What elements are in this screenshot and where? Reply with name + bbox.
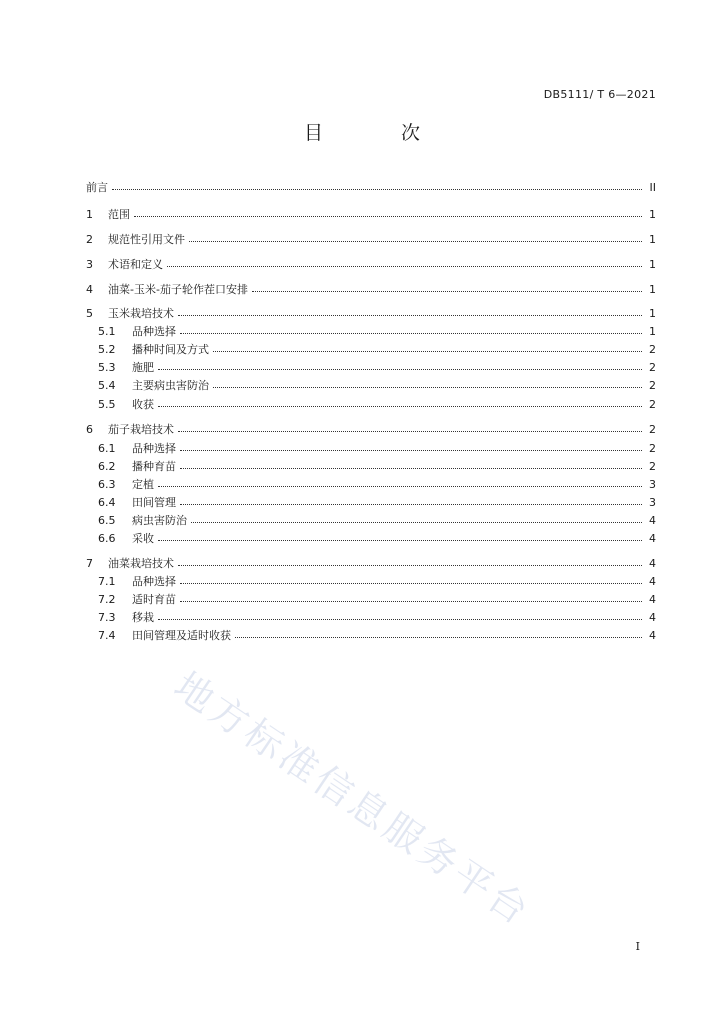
toc-entry[interactable] [86, 556, 656, 572]
toc-page-number: 4 [649, 593, 656, 606]
toc-leader-dots [180, 459, 642, 469]
toc-leader-dots [191, 513, 642, 523]
toc-leader-dots [180, 495, 642, 505]
toc-entry[interactable] [98, 592, 656, 608]
toc-number: 7.2 [98, 593, 116, 606]
toc-label: 施肥 [132, 361, 154, 374]
toc-label: 适时育苗 [132, 593, 176, 606]
toc-number: 5.3 [98, 361, 116, 374]
toc-leader-dots [167, 257, 642, 267]
toc-leader-dots [252, 282, 642, 292]
toc-entry[interactable] [98, 360, 656, 376]
toc-entry[interactable] [98, 342, 656, 358]
toc-label: 播种育苗 [132, 460, 176, 473]
toc-page-number: 1 [649, 307, 656, 320]
toc-leader-dots [134, 207, 642, 217]
toc-leader-dots [213, 378, 642, 388]
toc-label: 收获 [132, 398, 154, 411]
toc-label: 油菜-玉米-茄子轮作茬口安排 [108, 283, 248, 296]
toc-entry[interactable] [98, 324, 656, 340]
toc-leader-dots [189, 232, 642, 242]
toc-label: 术语和定义 [108, 258, 163, 271]
page-number: I [635, 940, 640, 953]
toc-entry[interactable] [86, 232, 656, 248]
toc-page-number: 2 [649, 423, 656, 436]
toc-page-number: 3 [649, 478, 656, 491]
toc-entry[interactable] [86, 422, 656, 438]
toc-entry[interactable] [98, 495, 656, 511]
toc-entry[interactable] [98, 378, 656, 394]
toc-page-number: 1 [649, 258, 656, 271]
toc-leader-dots [158, 531, 642, 541]
toc-label: 采收 [132, 532, 154, 545]
toc-title: 目 次 [303, 122, 457, 144]
toc-number: 5 [86, 307, 93, 320]
toc-page-number: 1 [649, 283, 656, 296]
toc-leader-dots [158, 610, 642, 620]
toc-leader-dots [180, 324, 642, 334]
toc-page-number: 2 [649, 442, 656, 455]
toc-number: 3 [86, 258, 93, 271]
toc-label: 播种时间及方式 [132, 343, 209, 356]
toc-entry[interactable] [98, 628, 656, 644]
toc-label: 病虫害防治 [132, 514, 187, 527]
toc-entry[interactable] [98, 459, 656, 475]
toc-number: 1 [86, 208, 93, 221]
toc-leader-dots [178, 306, 642, 316]
toc-number: 7.3 [98, 611, 116, 624]
toc-page-number: 2 [649, 398, 656, 411]
toc-page-number: 1 [649, 233, 656, 246]
toc-page-number: 1 [649, 325, 656, 338]
toc-leader-dots [180, 592, 642, 602]
toc-page-number: 4 [649, 575, 656, 588]
toc-leader-dots [178, 556, 642, 566]
watermark: 地方标准信息服务平台 [166, 663, 540, 935]
toc-entry[interactable] [98, 397, 656, 413]
toc-number: 6 [86, 423, 93, 436]
toc-label: 品种选择 [132, 575, 176, 588]
toc-leader-dots [178, 422, 642, 432]
toc-label: 前言 [86, 181, 108, 194]
toc-page-number: 4 [649, 514, 656, 527]
toc-label: 移栽 [132, 611, 154, 624]
toc-label: 玉米栽培技术 [108, 307, 174, 320]
toc-page-number: 4 [649, 557, 656, 570]
toc-page-number: 2 [649, 361, 656, 374]
toc-label: 田间管理及适时收获 [132, 629, 231, 642]
toc-entry[interactable] [98, 513, 656, 529]
toc-number: 7.1 [98, 575, 116, 588]
toc-number: 5.1 [98, 325, 116, 338]
toc-number: 5.5 [98, 398, 116, 411]
toc-leader-dots [158, 360, 642, 370]
toc-label: 品种选择 [132, 442, 176, 455]
toc-entry[interactable] [98, 574, 656, 590]
toc-number: 5.2 [98, 343, 116, 356]
toc-entry[interactable] [98, 610, 656, 626]
toc-number: 6.1 [98, 442, 116, 455]
toc-label: 田间管理 [132, 496, 176, 509]
toc-page-number: 4 [649, 611, 656, 624]
toc-entry[interactable] [98, 441, 656, 457]
toc-number: 6.2 [98, 460, 116, 473]
toc-label: 主要病虫害防治 [132, 379, 209, 392]
toc-number: 6.5 [98, 514, 116, 527]
toc-entry[interactable] [86, 257, 656, 273]
toc-entry[interactable] [86, 180, 656, 196]
toc-number: 6.4 [98, 496, 116, 509]
toc-page-number: 4 [649, 629, 656, 642]
toc-entry[interactable] [98, 477, 656, 493]
toc-entry[interactable] [86, 207, 656, 223]
toc-number: 2 [86, 233, 93, 246]
toc-leader-dots [213, 342, 642, 352]
toc-leader-dots [158, 477, 642, 487]
toc-label: 茄子栽培技术 [108, 423, 174, 436]
toc-leader-dots [158, 397, 642, 407]
toc-leader-dots [180, 574, 642, 584]
toc-number: 4 [86, 283, 93, 296]
document-code: DB5111/ T 6—2021 [543, 88, 656, 101]
toc-number: 6.3 [98, 478, 116, 491]
toc-leader-dots [180, 441, 642, 451]
toc-number: 7.4 [98, 629, 116, 642]
toc-page-number: 4 [649, 532, 656, 545]
toc-label: 油菜栽培技术 [108, 557, 174, 570]
toc-label: 范围 [108, 208, 130, 221]
toc-leader-dots [112, 180, 642, 190]
toc-page-number: 3 [649, 496, 656, 509]
toc-page-number: 2 [649, 343, 656, 356]
toc-number: 7 [86, 557, 93, 570]
toc-entry[interactable] [86, 306, 656, 322]
toc-page-number: 2 [649, 379, 656, 392]
toc-page-number: II [649, 181, 656, 194]
toc-number: 6.6 [98, 532, 116, 545]
toc-label: 品种选择 [132, 325, 176, 338]
toc-entry[interactable] [98, 531, 656, 547]
toc-label: 定植 [132, 478, 154, 491]
toc-page-number: 2 [649, 460, 656, 473]
toc-page-number: 1 [649, 208, 656, 221]
toc-entry[interactable] [86, 282, 656, 298]
toc-number: 5.4 [98, 379, 116, 392]
toc-leader-dots [235, 628, 642, 638]
toc-label: 规范性引用文件 [108, 233, 185, 246]
